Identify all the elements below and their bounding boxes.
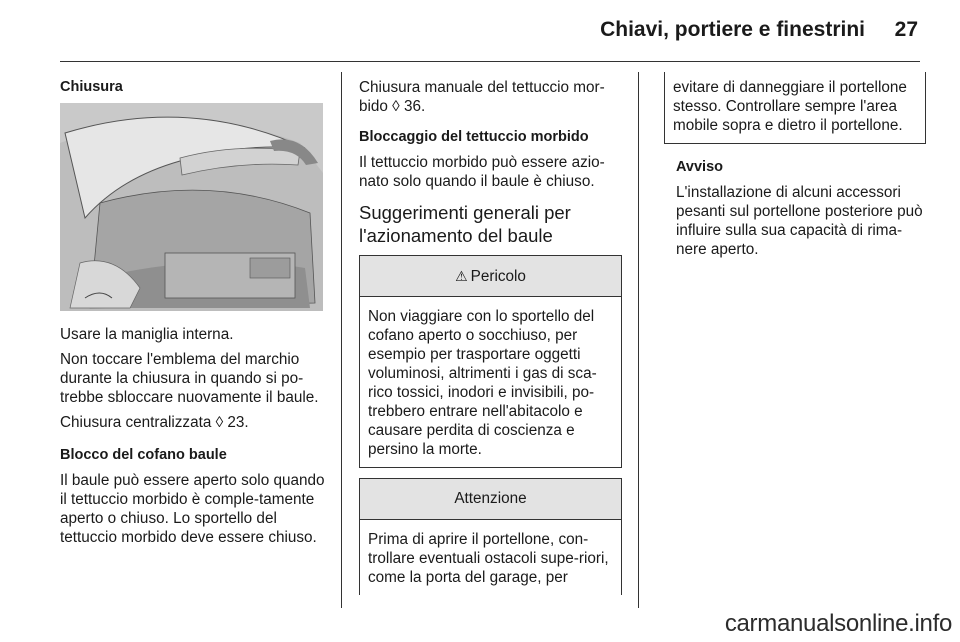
column-2: [359, 78, 622, 595]
danger-text: Non viaggiare con lo sportello del cofano aperto o socchiuso, per esempio per trasportare oggetti voluminosi, altrimenti i gas di sca-rico tossici, inodori e invisibili, po-trebbero entrare nell'abitacolo e causare perdita di coscienza e persino la morte.: [368, 308, 597, 458]
subheading-blocco: Blocco del cofano baule: [60, 447, 227, 463]
subheading-bloccaggio: Bloccaggio del tettuccio morbido: [359, 129, 589, 145]
caution-box-continued: [664, 72, 926, 144]
section-heading-chiusura: Chiusura: [60, 79, 123, 95]
caution-header: Attenzione: [360, 479, 621, 520]
caution-box: [359, 478, 622, 595]
trunk-figure: [60, 103, 323, 311]
column-3: [664, 72, 926, 265]
section-heading-suggerimenti: Suggerimenti generali per l'azionamento del baule: [359, 202, 571, 246]
warning-triangle-icon: ⚠: [455, 268, 468, 284]
paragraph: Usare la maniglia interna.: [60, 326, 234, 343]
header-title: Chiavi, portiere e finestrini: [600, 18, 865, 41]
page-number: 27: [894, 18, 918, 41]
cross-reference: Chiusura centralizzata ◊ 23.: [60, 414, 249, 431]
paragraph: Il baule può essere aperto solo quando il tettuccio morbido è comple-tamente aperto o chiuso. Lo sportello del tettuccio morbido deve essere chiuso.: [60, 472, 325, 546]
column-1: [60, 78, 326, 553]
header-rule: [60, 61, 920, 62]
trunk-illustration-icon: [60, 103, 323, 311]
note-text: L'installazione di alcuni accessori pesanti sul portellone posteriore può influire sulla sua capacità di rima-nere aperto.: [676, 184, 923, 258]
caution-text-continued: evitare di danneggiare il portellone stesso. Controllare sempre l'area mobile sopra e dietro il portellone.: [673, 79, 907, 134]
caution-text: Prima di aprire il portellone, con-trollare eventuali ostacoli supe-riori, come la porta del garage, per: [368, 531, 609, 586]
cross-reference: Chiusura manuale del tettuccio mor-bido ◊ 36.: [359, 79, 605, 115]
column-divider-1: [341, 72, 342, 608]
danger-header: [360, 256, 621, 297]
note-title: Avviso: [676, 159, 724, 175]
danger-box: [359, 255, 622, 468]
paragraph: Il tettuccio morbido può essere azio-nato solo quando il baule è chiuso.: [359, 154, 605, 190]
watermark: carmanualsonline.info: [724, 610, 952, 637]
note-block: [664, 158, 926, 259]
column-divider-2: [638, 72, 639, 608]
danger-label: Pericolo: [470, 268, 526, 285]
paragraph: Non toccare l'emblema del marchio durante la chiusura in quando si po-trebbe sbloccare nuovamente il baule.: [60, 351, 319, 406]
